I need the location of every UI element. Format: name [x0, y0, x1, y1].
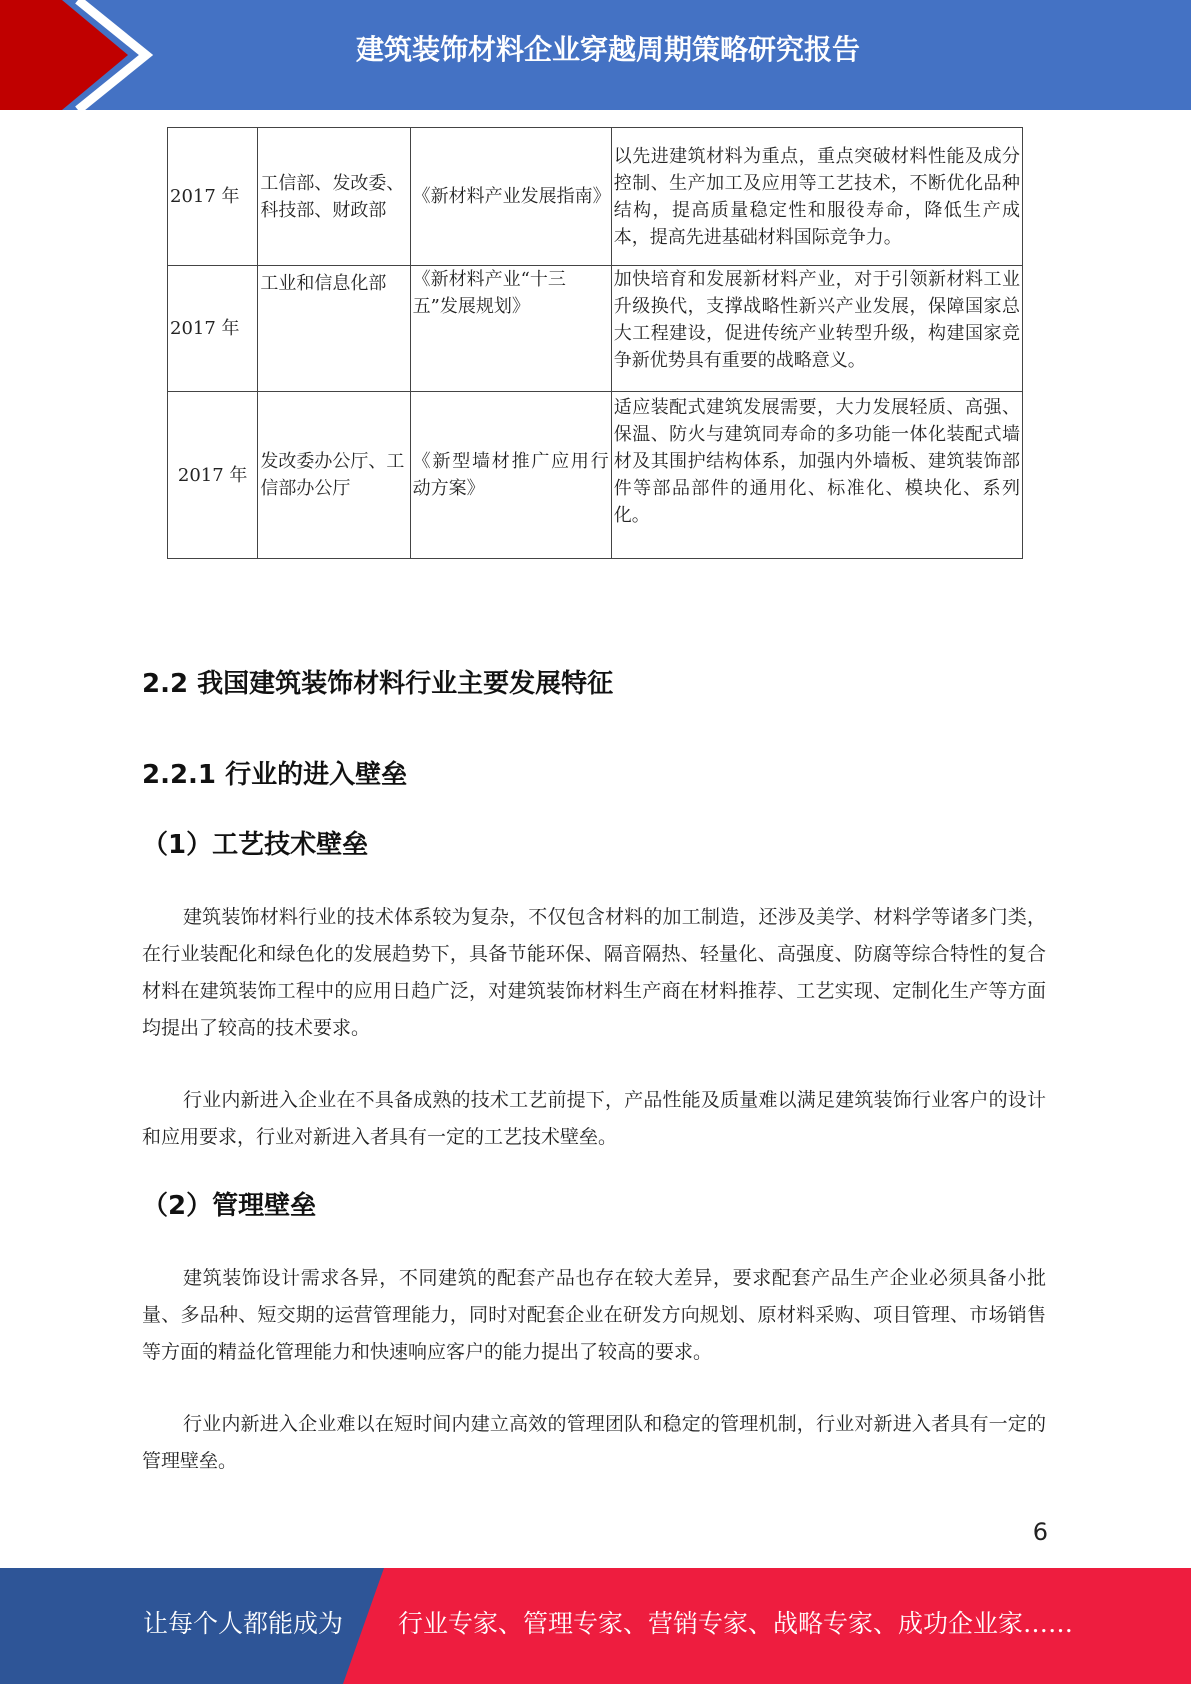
table-row — [168, 266, 1023, 392]
table-row — [168, 392, 1023, 559]
year-cell: 2017 年 — [168, 392, 258, 559]
document-cell: 《新材料产业“十三五”发展规划》 — [410, 266, 611, 392]
table-row — [168, 128, 1023, 266]
content-cell: 加快培育和发展新材料产业，对于引领新材料工业升级换代，支撑战略性新兴产业发展，保障国家总大工程建设，促进传统产业转型升级，构建国家竞争新优势具有重要的战略意义。 — [611, 266, 1022, 392]
document-cell: 《新材料产业发展指南》 — [410, 128, 611, 266]
report-title: 建筑装饰材料企业穿越周期策略研究报告 — [355, 33, 860, 66]
paragraph-technology-1: 建筑装饰材料行业的技术体系较为复杂，不仅包含材料的加工制造，还涉及美学、材料学等诸多门类，在行业装配化和绿色化的发展趋势下，具备节能环保、隔音隔热、轻量化、高强度、防腐等综合特性的复合材料在建筑装饰工程中的应用日趋广泛，对建筑装饰材料生产商在材料推荐、工艺实现、定制化生产等方面均提出了较高的技术要求。 — [142, 906, 1046, 1039]
issuer-cell: 发改委办公厅、工信部办公厅 — [258, 392, 410, 559]
page-header — [0, 0, 1191, 110]
issuer-cell: 工信部、发改委、科技部、财政部 — [258, 128, 410, 266]
subheading-technology-barrier: （1）工艺技术壁垒 — [142, 830, 369, 860]
content-cell: 以先进建筑材料为重点，重点突破材料性能及成分控制、生产加工及应用等工艺技术，不断优化品种结构，提高质量稳定性和服役寿命，降低生产成本，提高先进基础材料国际竞争力。 — [611, 128, 1022, 266]
content-cell: 适应装配式建筑发展需要，大力发展轻质、高强、保温、防火与建筑同寿命的多功能一体化装配式墙材及其围护结构体系，加强内外墙板、建筑装饰部件等部品部件的通用化、标准化、模块化、系列化。 — [611, 392, 1022, 559]
footer-slogan-left: 让每个人都能成为 — [143, 1609, 344, 1638]
section-heading-2-2-1: 2.2.1 行业的进入壁垒 — [142, 760, 408, 790]
document-cell: 《新型墙材推广应用行动方案》 — [410, 392, 611, 559]
policy-table — [167, 127, 1023, 559]
paragraph-management-1: 建筑装饰设计需求各异，不同建筑的配套产品也存在较大差异，要求配套产品生产企业必须具备小批量、多品种、短交期的运营管理能力，同时对配套企业在研发方向规划、原材料采购、项目管理、市场销售等方面的精益化管理能力和快速响应客户的能力提出了较高的要求。 — [142, 1267, 1046, 1363]
page-number: 6 — [1032, 1518, 1048, 1546]
paragraph-technology-2: 行业内新进入企业在不具备成熟的技术工艺前提下，产品性能及质量难以满足建筑装饰行业客户的设计和应用要求，行业对新进入者具有一定的工艺技术壁垒。 — [142, 1089, 1046, 1148]
page-footer — [0, 1568, 1191, 1684]
footer-slogan-right: 行业专家、管理专家、营销专家、战略专家、成功企业家…… — [398, 1609, 1074, 1638]
year-cell: 2017 年 — [168, 128, 258, 266]
section-heading-2-2: 2.2 我国建筑装饰材料行业主要发展特征 — [142, 669, 614, 699]
subheading-management-barrier: （2）管理壁垒 — [142, 1191, 317, 1221]
year-cell: 2017 年 — [168, 266, 258, 392]
paragraph-management-2: 行业内新进入企业难以在短时间内建立高效的管理团队和稳定的管理机制，行业对新进入者具有一定的管理壁垒。 — [142, 1413, 1046, 1472]
issuer-cell: 工业和信息化部 — [258, 266, 410, 392]
